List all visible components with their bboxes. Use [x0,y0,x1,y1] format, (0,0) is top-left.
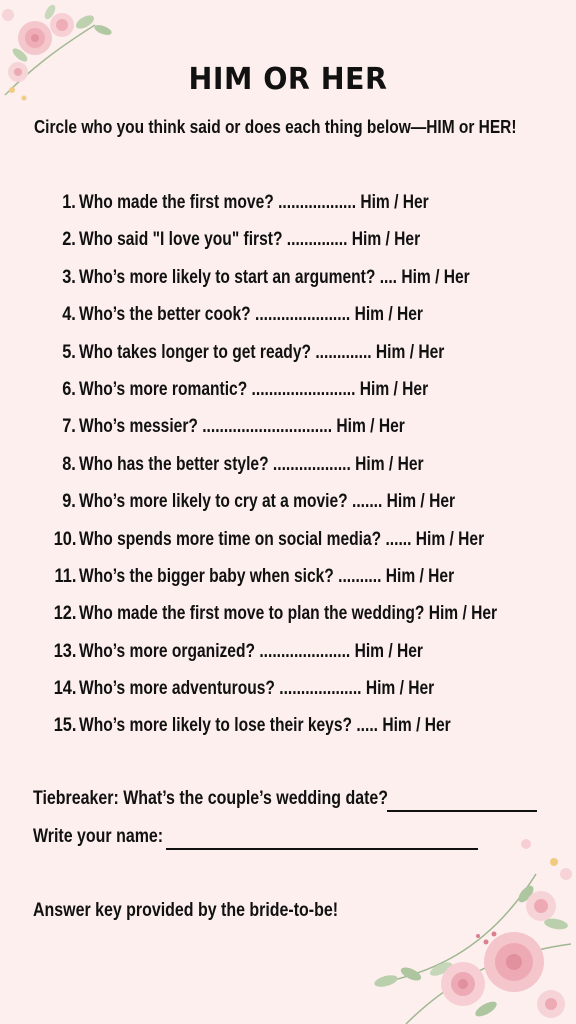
page-title: HIM OR HER [188,62,388,97]
question-number: 14. [53,678,76,700]
question-number: 11. [54,565,76,587]
question-item [0,410,576,447]
question-item [0,709,576,746]
question-item [0,373,576,410]
name-answer-line[interactable] [166,848,478,850]
question-number: 3. [62,266,76,288]
question-text: Who made the first move to plan the wedding? Him / Her [79,603,498,625]
question-item [0,672,576,709]
question-number: 5. [62,341,76,363]
question-text: Who made the first move? .................. Him / Her [79,192,429,213]
floral-corner-bottom-right-decoration [366,834,576,1024]
question-text: Who’s more likely to lose their keys? ..... Him / Her [79,715,451,737]
question-item [0,523,576,560]
question-list [0,186,576,747]
instructions-text: Circle who you think said or does each thing below—HIM or HER! [34,117,517,137]
question-text: Who’s more likely to cry at a movie? ....... Him / Her [79,491,456,513]
question-text: Who takes longer to get ready? ............. Him / Her [79,341,445,363]
question-number: 6. [62,378,76,400]
question-text: Who spends more time on social media? ...... Him / Her [79,528,485,550]
question-item [0,298,576,335]
question-item [0,223,576,260]
question-text: Who’s more organized? ..................... Him / Her [79,640,423,662]
question-item [0,485,576,522]
question-number: 1. [62,192,76,213]
question-item [0,186,576,223]
question-number: 9. [62,491,76,513]
question-text: Who’s the bigger baby when sick? .......... Him / Her [79,565,455,587]
question-item [0,261,576,298]
question-number: 10. [53,528,76,550]
question-item [0,597,576,634]
question-text: Who said "I love you" first? .............. Him / Her [79,229,421,251]
tiebreaker-answer-line[interactable] [387,810,537,812]
tiebreaker-label: Tiebreaker: What’s the couple’s wedding date? [33,788,389,809]
question-number: 8. [62,453,76,475]
name-label: Write your name: [33,826,164,847]
question-number: 7. [62,416,76,438]
question-number: 4. [62,304,76,326]
question-text: Who’s more adventurous? ................... Him / Her [79,678,435,700]
answer-key-note: Answer key provided by the bride-to-be! [33,900,339,921]
question-number: 12. [53,603,76,625]
question-text: Who has the better style? .................. Him / Her [79,453,424,475]
question-text: Who’s more likely to start an argument? .... Him / Her [79,266,470,288]
question-item [0,336,576,373]
question-item [0,635,576,672]
question-number: 15. [53,715,76,737]
question-number: 13. [53,640,76,662]
question-number: 2. [62,229,76,251]
question-text: Who’s messier? .............................. Him / Her [79,416,405,438]
question-text: Who’s more romantic? ........................ Him / Her [79,378,429,400]
question-text: Who’s the better cook? ...................... Him / Her [79,304,423,326]
question-item [0,448,576,485]
question-item [0,560,576,597]
